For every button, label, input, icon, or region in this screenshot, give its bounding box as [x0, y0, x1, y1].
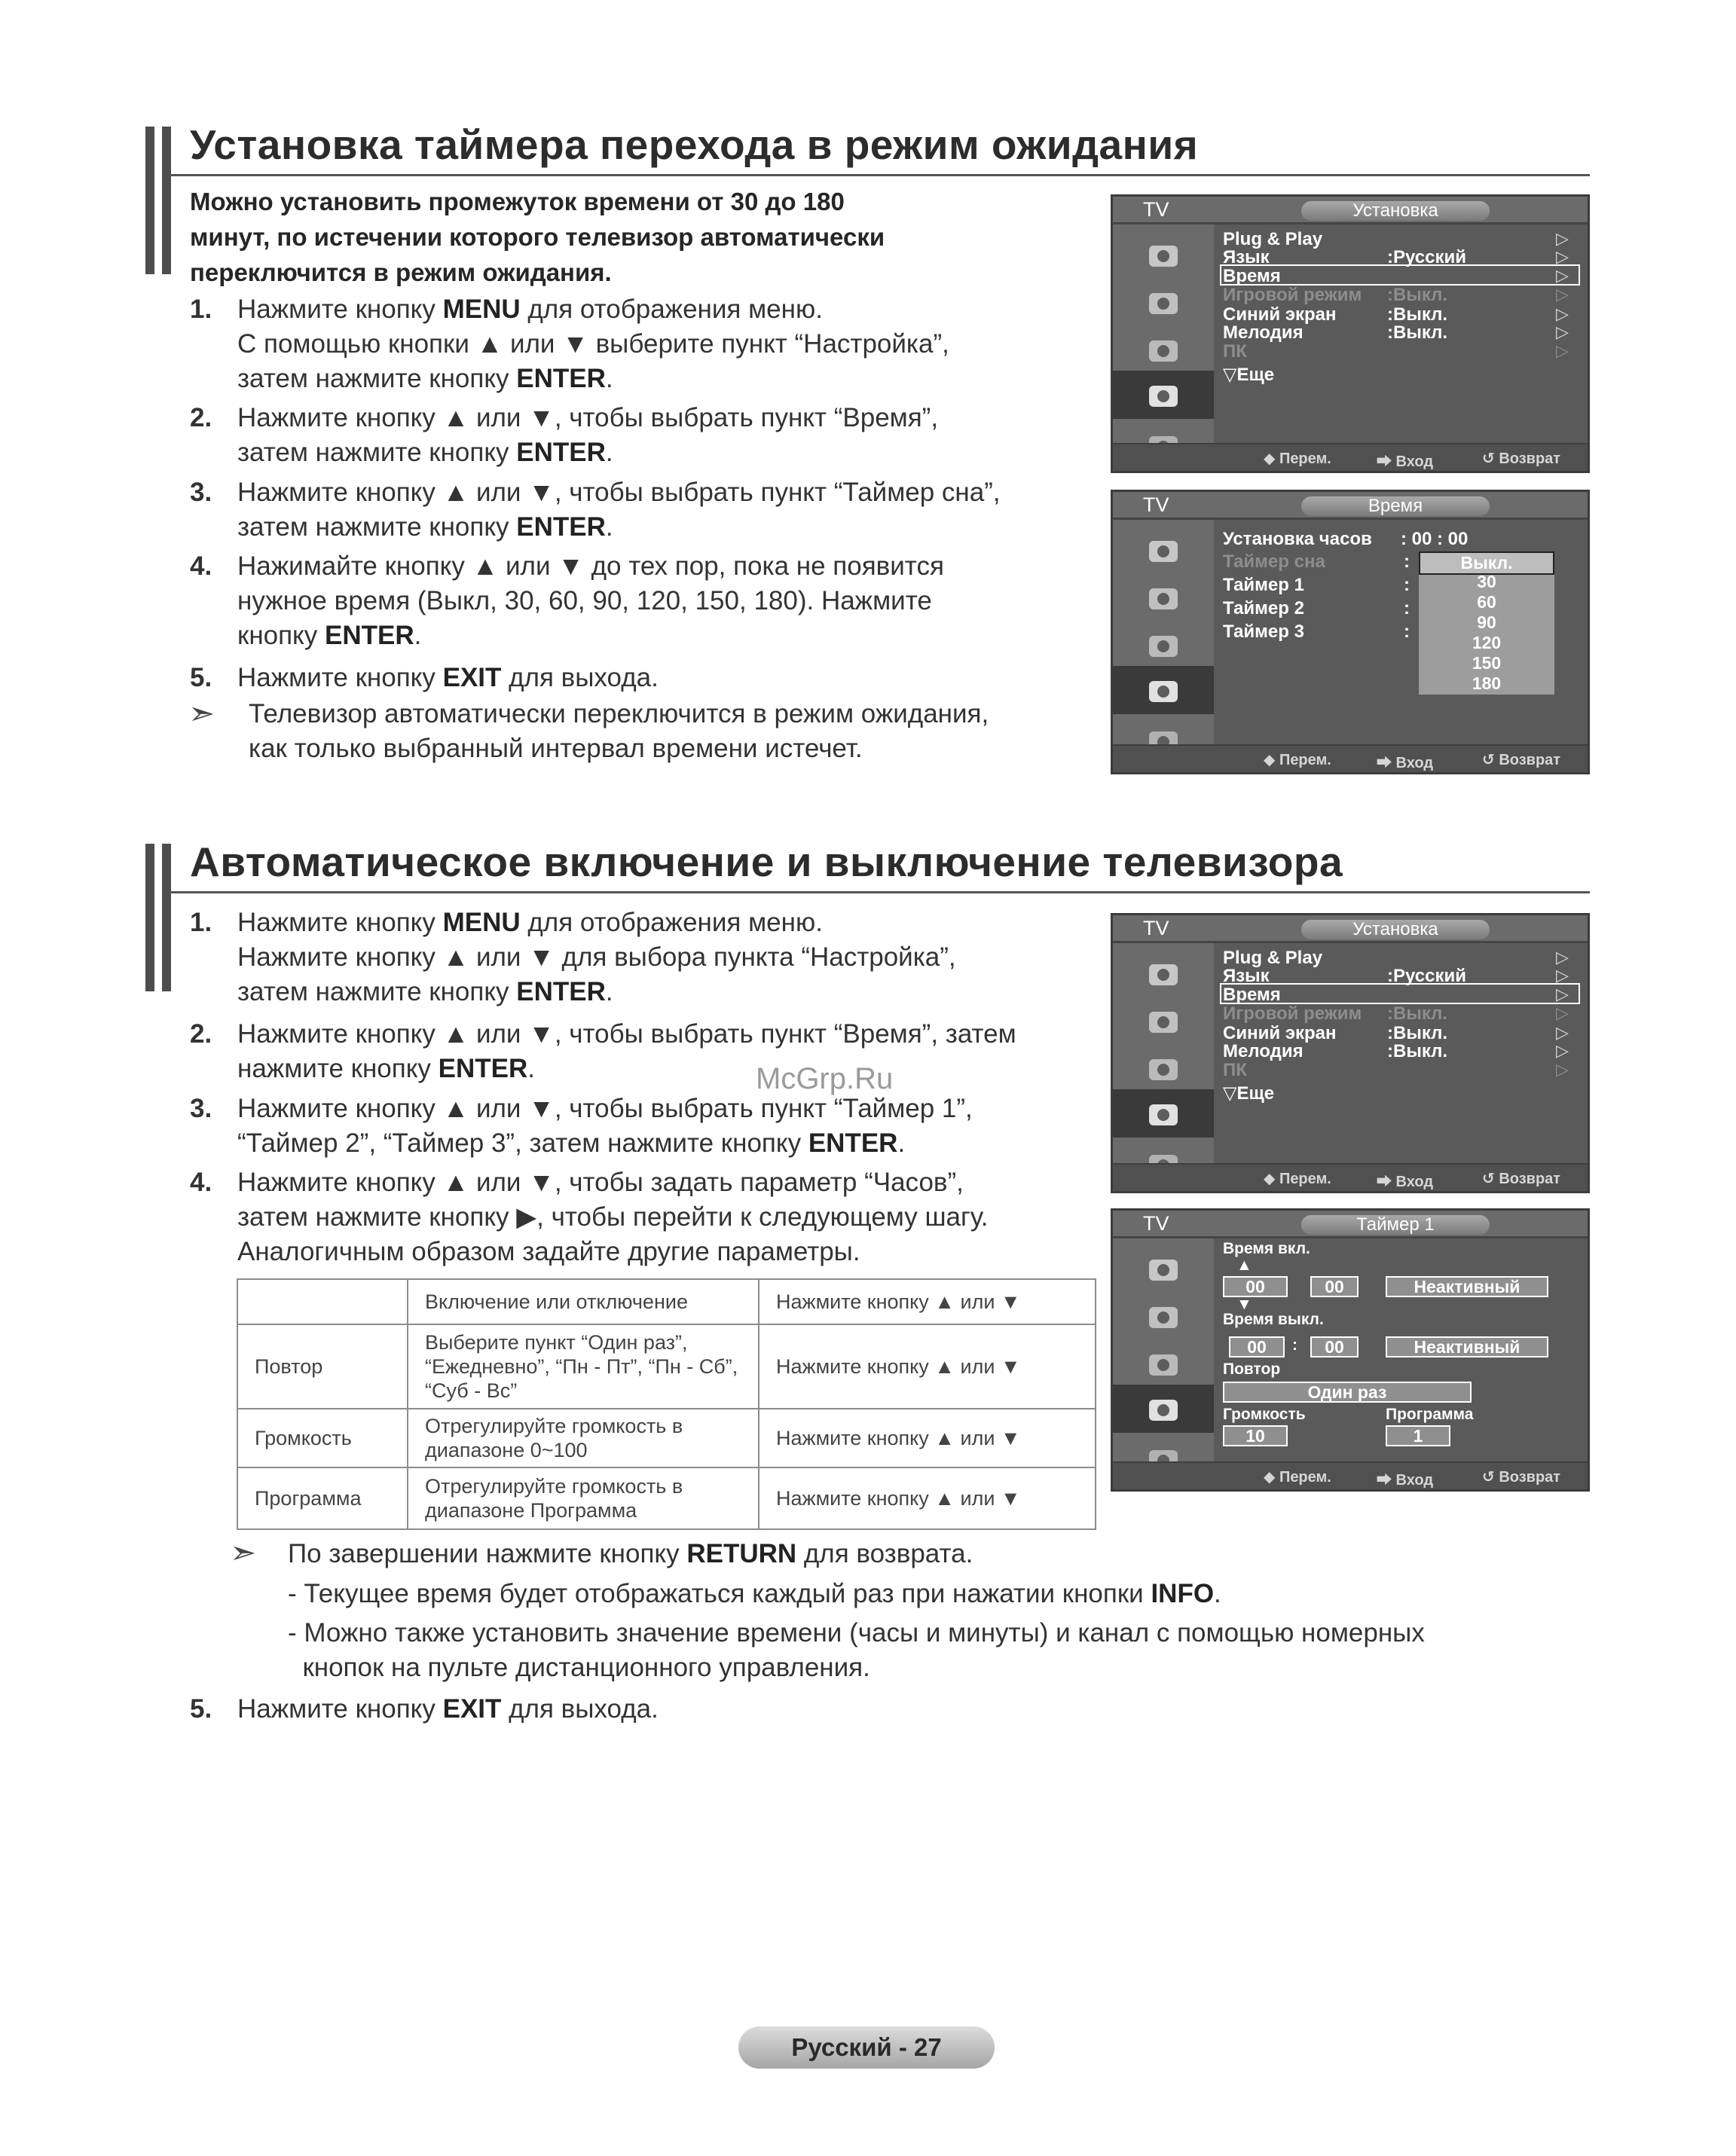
- menu-value: :Выкл.: [1387, 1003, 1448, 1024]
- on-state-field: Неактивный: [1386, 1276, 1548, 1297]
- menu-value: :Выкл.: [1387, 1041, 1448, 1061]
- step-line: - Можно также установить значение времени (часы и минуты) и канал с помощью номерных: [288, 1618, 1425, 1648]
- time-menu-screen: [1111, 490, 1590, 774]
- menu-body: [1214, 520, 1588, 746]
- repeat-label: Повтор: [1223, 1360, 1281, 1378]
- table-cell: Нажмите кнопку ▲ или ▼: [759, 1324, 1096, 1409]
- menu-footer: [1113, 744, 1588, 772]
- step-number: 1.: [190, 295, 212, 324]
- note-subline: [288, 1577, 1221, 1611]
- menu-item: Установка часов: [1223, 529, 1372, 549]
- note-line: Телевизор автоматически переключится в режим ожидания,: [249, 699, 989, 728]
- section1-title: Установка таймера перехода в режим ожидания: [190, 121, 1199, 168]
- table-cell: Включение или отключение: [408, 1279, 759, 1324]
- sound-icon: [1146, 289, 1181, 319]
- step-line: Нажмите кнопку EXIT для выхода.: [237, 1694, 659, 1724]
- volume-label: Громкость: [1223, 1406, 1306, 1423]
- step-line: С помощью кнопки ▲ или ▼ выберите пункт “Настройка”,: [237, 329, 949, 359]
- page-number-badge: Русский - 27: [738, 2026, 995, 2069]
- picture-icon: [1146, 536, 1181, 566]
- arrow-right-icon: ▷: [1556, 1003, 1569, 1022]
- sound-icon: [1146, 1007, 1181, 1037]
- enter-hint: ⮕ Вход: [1377, 1472, 1434, 1489]
- step-item: [190, 1165, 1169, 1269]
- setup-menu-screen: [1111, 194, 1590, 473]
- step-line: - Текущее время будет отображаться каждый раз при нажатии кнопки INFO.: [288, 1579, 1221, 1608]
- step-text: [237, 1092, 973, 1161]
- step-number: 4.: [190, 551, 212, 581]
- table-cell: Громкость: [237, 1409, 408, 1467]
- step-line: Нажмите кнопку EXIT для выхода.: [237, 663, 659, 692]
- tv-label: TV: [1143, 198, 1169, 221]
- picture-icon: [1146, 241, 1181, 271]
- menu-item: Время: [1223, 985, 1281, 1005]
- step-text: [237, 661, 659, 695]
- key-name: ENTER: [516, 977, 606, 1006]
- step-line: нужное время (Выкл, 30, 60, 90, 120, 150, 180). Нажмите: [237, 586, 932, 615]
- table-cell: [237, 1279, 408, 1324]
- step-item: [190, 1092, 1169, 1161]
- step-line: нажмите кнопку ENTER.: [237, 1054, 535, 1083]
- menu-item: ПК: [1223, 1060, 1247, 1080]
- tv-label: TV: [1143, 1212, 1169, 1235]
- step-text: [237, 1017, 1016, 1086]
- key-name: ENTER: [516, 512, 606, 542]
- arrow-right-icon: ▷: [1556, 341, 1569, 360]
- channel-icon: [1146, 336, 1181, 366]
- menu-title: Время: [1301, 496, 1490, 516]
- list-option: Выкл.: [1419, 551, 1554, 575]
- channel-icon: [1146, 1055, 1181, 1085]
- step-text: [237, 905, 956, 1009]
- menu-footer: [1113, 1461, 1588, 1489]
- key-name: ENTER: [516, 364, 606, 393]
- on-hour-field: 00: [1223, 1276, 1288, 1297]
- repeat-field: Один раз: [1223, 1382, 1472, 1403]
- menu-title: Таймер 1: [1301, 1215, 1490, 1235]
- timer1-menu-screen: [1111, 1208, 1590, 1492]
- step-item: [190, 1017, 1169, 1086]
- note-arrow-icon: ➣: [230, 1535, 257, 1570]
- table-cell: Нажмите кнопку ▲ или ▼: [759, 1279, 1096, 1324]
- move-hint: ◆ Перем.: [1264, 1171, 1331, 1187]
- setup-icon: [1146, 676, 1181, 707]
- program-label: Программа: [1386, 1406, 1474, 1423]
- sound-icon: [1146, 584, 1181, 614]
- section-marker: [145, 844, 154, 991]
- step-number: 2.: [190, 1019, 212, 1049]
- arrow-right-icon: ▷: [1556, 985, 1569, 1003]
- channel-icon: [1146, 1350, 1181, 1380]
- intro-line: Можно установить промежуток времени от 30 до 180: [190, 188, 845, 215]
- step-number: 3.: [190, 478, 212, 507]
- menu-colon: :: [1404, 551, 1410, 572]
- picture-icon: [1146, 1255, 1181, 1285]
- menu-item: Таймер 2: [1223, 598, 1304, 618]
- table-row: [237, 1467, 1096, 1529]
- step-line: Аналогичным образом задайте другие параметры.: [237, 1237, 860, 1266]
- menu-colon: :: [1404, 621, 1410, 642]
- step-number: 5.: [190, 663, 212, 692]
- move-hint: ◆ Перем.: [1264, 752, 1331, 768]
- menu-sidebar: [1113, 224, 1214, 444]
- step-item: [190, 905, 1169, 1009]
- step-item: [190, 661, 1169, 695]
- menu-body: [1214, 224, 1588, 444]
- key-name: EXIT: [442, 663, 502, 692]
- step-line: затем нажмите кнопку ENTER.: [237, 977, 613, 1006]
- list-option: 60: [1477, 592, 1496, 612]
- arrow-right-icon: ▷: [1556, 322, 1569, 341]
- down-arrow-icon: ▼: [1236, 1296, 1252, 1313]
- menu-item: Plug & Play: [1223, 948, 1323, 968]
- key-name: EXIT: [442, 1694, 502, 1724]
- note-arrow-icon: ➣: [188, 695, 215, 731]
- sound-icon: [1146, 1302, 1181, 1333]
- move-hint: ◆ Перем.: [1264, 1469, 1331, 1486]
- note-subline: [288, 1651, 870, 1685]
- list-option: 120: [1472, 633, 1502, 652]
- step-text: [237, 549, 944, 653]
- arrow-right-icon: ▷: [1556, 1023, 1569, 1042]
- step-line: Нажмите кнопку ▲ или ▼, чтобы выбрать пункт “Время”, затем: [237, 1019, 1016, 1049]
- step-line: Нажмите кнопку MENU для отображения меню.: [237, 295, 823, 324]
- settings-table: [237, 1278, 1096, 1530]
- step-text: [237, 475, 1001, 545]
- title-rule: [170, 891, 1590, 893]
- volume-field: 10: [1223, 1425, 1288, 1446]
- arrow-right-icon: ▷: [1556, 247, 1569, 266]
- step-item: [190, 401, 1169, 470]
- step-line: затем нажмите кнопку ENTER.: [237, 438, 613, 467]
- watermark: McGrp.Ru: [756, 1062, 894, 1095]
- menu-body: [1214, 1238, 1588, 1463]
- step-text: [237, 292, 949, 396]
- menu-item: Мелодия: [1223, 322, 1304, 343]
- setup-icon: [1146, 1395, 1181, 1425]
- step-number: 5.: [190, 1694, 212, 1724]
- arrow-right-icon: ▷: [1556, 304, 1569, 323]
- menu-item: Время: [1223, 266, 1281, 286]
- section-marker: [162, 127, 171, 274]
- key-name: MENU: [442, 908, 521, 937]
- list-option: 150: [1472, 653, 1502, 673]
- step-line: Нажмите кнопку ▲ или ▼ для выбора пункта “Настройка”,: [237, 942, 956, 972]
- note-line: [288, 1537, 973, 1571]
- table-cell: Отрегулируйте громкость в диапазоне Программа: [408, 1467, 759, 1529]
- return-hint: ↺ Возврат: [1482, 1171, 1561, 1187]
- menu-value: :Русский: [1387, 247, 1466, 267]
- section-marker: [145, 127, 154, 274]
- menu-item: Синий экран: [1223, 1023, 1337, 1043]
- setup-menu-screen: [1111, 913, 1590, 1193]
- step-item: [190, 292, 1169, 396]
- menu-sidebar: [1113, 1238, 1214, 1463]
- key-name: ENTER: [325, 621, 414, 650]
- step-line: Нажмите кнопку ▲ или ▼, чтобы задать параметр “Часов”,: [237, 1168, 964, 1197]
- step-line: кнопку ENTER.: [237, 621, 422, 650]
- menu-colon: :: [1404, 575, 1410, 595]
- off-minute-field: 00: [1310, 1336, 1359, 1357]
- program-field: 1: [1386, 1425, 1450, 1446]
- step-line: затем нажмите кнопку ENTER.: [237, 512, 613, 542]
- off-state-field: Неактивный: [1386, 1336, 1548, 1357]
- sleep-timer-list: [1419, 551, 1554, 695]
- step-number: 4.: [190, 1168, 212, 1197]
- arrow-right-icon: ▷: [1556, 1060, 1569, 1079]
- step-line: “Таймер 2”, “Таймер 3”, затем нажмите кнопку ENTER.: [237, 1128, 906, 1158]
- step-text: [237, 401, 938, 470]
- menu-value: :Выкл.: [1387, 322, 1448, 343]
- step-item: [190, 549, 1169, 653]
- menu-item: Таймер 1: [1223, 575, 1304, 595]
- step-number: 3.: [190, 1094, 212, 1123]
- menu-item: ▽Еще: [1223, 1083, 1275, 1104]
- section1-note: [249, 697, 989, 766]
- menu-item: Игровой режим: [1223, 1003, 1362, 1024]
- arrow-right-icon: ▷: [1556, 229, 1569, 248]
- step-line: Нажмите кнопку ▲ или ▼, чтобы выбрать пункт “Таймер сна”,: [237, 478, 1001, 507]
- picture-icon: [1146, 960, 1181, 990]
- off-time-label: Время выкл.: [1223, 1311, 1324, 1328]
- key-name: INFO: [1151, 1579, 1215, 1608]
- off-hour-field: 00: [1229, 1336, 1285, 1357]
- key-name: ENTER: [808, 1128, 898, 1158]
- tv-label: TV: [1143, 917, 1169, 939]
- menu-sidebar: [1113, 943, 1214, 1165]
- menu-value: :Выкл.: [1387, 1023, 1448, 1043]
- list-option: 30: [1477, 572, 1496, 591]
- list-option: 90: [1477, 612, 1496, 632]
- key-name: ENTER: [516, 438, 606, 467]
- step-line: затем нажмите кнопку ENTER.: [237, 364, 613, 393]
- arrow-right-icon: ▷: [1556, 948, 1569, 967]
- setup-icon: [1146, 1100, 1181, 1130]
- menu-item: Язык: [1223, 247, 1270, 267]
- menu-body: [1214, 943, 1588, 1165]
- menu-footer: [1113, 1163, 1588, 1191]
- step-text: [237, 1692, 659, 1727]
- arrow-right-icon: ▷: [1556, 285, 1569, 304]
- menu-value: :Выкл.: [1387, 304, 1448, 325]
- table-header-row: [237, 1279, 1096, 1324]
- list-option: 180: [1472, 673, 1502, 693]
- menu-item: Таймер сна: [1223, 551, 1325, 572]
- menu-item: Язык: [1223, 966, 1270, 986]
- key-name: ENTER: [438, 1054, 528, 1083]
- tv-label: TV: [1143, 493, 1169, 516]
- return-hint: ↺ Возврат: [1482, 450, 1561, 467]
- intro-line: переключится в режим ожидания.: [190, 258, 612, 286]
- arrow-right-icon: ▷: [1556, 1041, 1569, 1060]
- table-row: [237, 1409, 1096, 1467]
- arrow-right-icon: ▷: [1556, 266, 1569, 285]
- title-rule: [170, 174, 1590, 176]
- enter-hint: ⮕ Вход: [1377, 453, 1434, 470]
- menu-colon: :: [1404, 598, 1410, 618]
- menu-item: Игровой режим: [1223, 285, 1362, 305]
- enter-hint: ⮕ Вход: [1377, 755, 1434, 771]
- step-line: Нажимайте кнопку ▲ или ▼ до тех пор, пока не появится: [237, 551, 944, 581]
- step-line: кнопок на пульте дистанционного управления.: [288, 1653, 870, 1682]
- menu-sidebar: [1113, 520, 1214, 746]
- menu-item: ▽Еще: [1223, 365, 1275, 385]
- table-cell: Отрегулируйте громкость в диапазоне 0~100: [408, 1409, 759, 1467]
- menu-item: Мелодия: [1223, 1041, 1304, 1061]
- key-name: MENU: [442, 295, 521, 324]
- step-number: 2.: [190, 403, 212, 432]
- menu-footer: [1113, 443, 1588, 471]
- step-line: Нажмите кнопку ▲ или ▼, чтобы выбрать пункт “Таймер 1”,: [237, 1094, 973, 1123]
- table-cell: Выберите пункт “Один раз”, “Ежедневно”, “Пн - Пт”, “Пн - Сб”, “Суб - Вс”: [408, 1324, 759, 1409]
- section1-intro: [190, 184, 885, 290]
- step-line: Нажмите кнопку MENU для отображения меню.: [237, 908, 823, 937]
- return-hint: ↺ Возврат: [1482, 1469, 1561, 1486]
- note-subline: [288, 1616, 1425, 1651]
- table-cell: Нажмите кнопку ▲ или ▼: [759, 1467, 1096, 1529]
- step-text: [237, 1165, 989, 1269]
- step-line: Нажмите кнопку ▲ или ▼, чтобы выбрать пункт “Время”,: [237, 403, 939, 432]
- arrow-right-icon: ▷: [1556, 966, 1569, 985]
- menu-title: Установка: [1301, 201, 1490, 221]
- intro-line: минут, по истечении которого телевизор автоматически: [190, 223, 885, 251]
- menu-item: Plug & Play: [1223, 229, 1323, 249]
- on-time-label: Время вкл.: [1223, 1240, 1310, 1257]
- menu-item: Синий экран: [1223, 304, 1337, 325]
- note-line: как только выбранный интервал времени истечет.: [249, 734, 863, 763]
- menu-item: ПК: [1223, 341, 1247, 362]
- table-row: [237, 1324, 1096, 1409]
- selected-item-highlight: [1220, 983, 1580, 1004]
- setup-icon: [1146, 381, 1181, 411]
- step-line: По завершении нажмите кнопку RETURN для возврата.: [288, 1539, 973, 1568]
- on-minute-field: 00: [1310, 1276, 1359, 1297]
- step-item: [190, 1692, 1169, 1727]
- enter-hint: ⮕ Вход: [1377, 1174, 1434, 1190]
- step-item: [190, 475, 1169, 545]
- menu-value: :Русский: [1387, 966, 1466, 986]
- step-number: 1.: [190, 908, 212, 937]
- menu-item: Таймер 3: [1223, 621, 1304, 642]
- section2-title: Автоматическое включение и выключение телевизора: [190, 838, 1343, 885]
- table-cell: Нажмите кнопку ▲ или ▼: [759, 1409, 1096, 1467]
- table-cell: Повтор: [237, 1324, 408, 1409]
- step-line: затем нажмите кнопку ▶, чтобы перейти к следующему шагу.: [237, 1202, 989, 1232]
- return-hint: ↺ Возврат: [1482, 752, 1561, 768]
- menu-value: :Выкл.: [1387, 285, 1448, 305]
- time-colon: :: [1292, 1336, 1297, 1354]
- menu-title: Установка: [1301, 920, 1490, 939]
- section-marker: [162, 844, 171, 991]
- move-hint: ◆ Перем.: [1264, 450, 1331, 467]
- table-cell: Программа: [237, 1467, 408, 1529]
- clock-value: : 00 : 00: [1401, 529, 1469, 549]
- key-name: RETURN: [686, 1539, 797, 1568]
- selected-item-highlight: [1220, 264, 1580, 286]
- up-arrow-icon: ▲: [1236, 1257, 1252, 1274]
- channel-icon: [1146, 631, 1181, 661]
